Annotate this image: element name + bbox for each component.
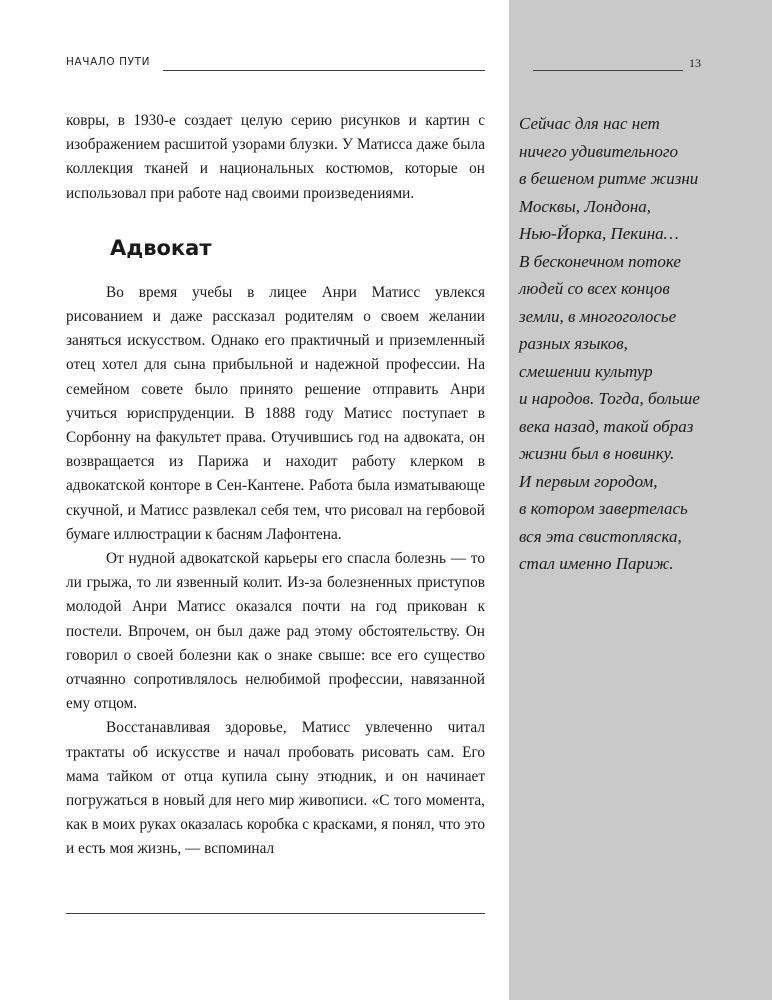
- quote-line: разных языков,: [519, 334, 628, 353]
- quote-line: Москвы, Лондона,: [519, 196, 652, 216]
- page-number: 13: [689, 56, 701, 70]
- paragraph: Восстанавливая здоровье, Матисс увлеченно читал трактаты об искусстве и начал пробовать рисовать сам. Его мама тайком от отца купила сыну этюдник, и он начинает погружаться в новый для него мир живописи. «С того момента, как в моих руках оказалась коробка с красками, я понял, что это и есть моя жизнь, — вспоминал: [66, 719, 485, 858]
- quote-line: людей со всех концов: [519, 279, 670, 298]
- quote-line: земли, в многоголосье: [519, 306, 677, 326]
- quote-line: вся эта свистопляска,: [519, 526, 682, 546]
- quote-line: смешении культур: [519, 361, 653, 381]
- header-rule-left: [163, 70, 485, 71]
- quote-line: стал именно Париж.: [519, 554, 674, 573]
- running-title: НАЧАЛО ПУТИ: [66, 56, 151, 68]
- main-text-column: [66, 109, 485, 862]
- section-heading: Адвокат: [110, 235, 212, 260]
- paragraph: От нудной адвокатской карьеры его спасла болезнь — то ли грыжа, то ли язвенный колит. Из-за болезненных приступов молодой Анри Матисс оказался почти на год прикован к постели. Впрочем, он был даже рад этому обстоятельству. Он говорил о своей болезни как о знаке свыше: все его существо отчаянно сопротивлялось нелюбимой профессии, навязанной ему отцом.: [66, 550, 485, 713]
- quote-line: И первым городом,: [519, 471, 658, 491]
- paragraph: Во время учебы в лицее Анри Матисс увлекся рисованием и даже рассказал родителям о своем желании заняться искусством. Однако его практичный и приземленный отец хотел для сына прибыльной и надежной профессии. На семейном совете было принято решение отправить Анри учиться юриспруденции. В 1888 году Матисс поступает в Сорбонну на факультет права. Отучившись год на адвоката, он возвращается из Парижа и находит работу клерком в адвокатской конторе в Сен-Кантене. Работа была изматывающе скучной, и Матисс развлекал себя тем, что рисовал на гербовой бумаге иллюстрации к басням Лафонтена.: [66, 283, 485, 543]
- quote-line: Сейчас для нас нет: [519, 114, 660, 133]
- paragraph: ковры, в 1930-е создает целую серию рисунков и картин с изображением расшитой узорами блузки. У Матисса даже была коллекция тканей и национальных костюмов, которые он использовал при работе над своими произведениями.: [66, 112, 485, 202]
- quote-line: В бесконечном потоке: [519, 251, 681, 271]
- footer-rule: [66, 913, 485, 914]
- quote-line: жизни был в новинку.: [519, 444, 675, 463]
- sidebar-quote: [519, 110, 759, 578]
- quote-line: в котором завертелась: [519, 499, 688, 518]
- quote-line: ничего удивительного: [519, 141, 679, 161]
- header-rule-right: [533, 70, 683, 71]
- quote-line: Нью-Йорка, Пекина…: [519, 224, 679, 243]
- quote-line: века назад, такой образ: [519, 416, 694, 436]
- quote-line: и народов. Тогда, больше: [519, 389, 700, 408]
- quote-line: в бешеном ритме жизни: [519, 169, 699, 188]
